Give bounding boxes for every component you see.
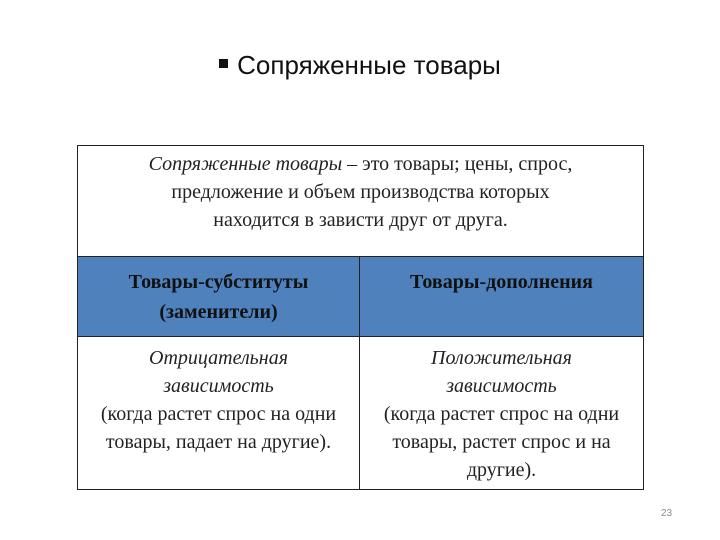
slide-title	[0, 50, 720, 81]
dependency-row	[78, 337, 643, 489]
complements-cell	[360, 337, 643, 489]
complements-dependency-line-1: Положительная	[431, 347, 572, 369]
definition-line-2: предложение и объем производства которых	[171, 181, 550, 203]
complements-dependency-line-2: зависимость	[446, 375, 557, 397]
header-complements: Товары-дополнения	[409, 271, 593, 293]
concept-table	[77, 145, 644, 490]
substitutes-dependency-line-1: Отрицательная	[149, 347, 288, 369]
header-row	[78, 257, 643, 337]
substitutes-cell	[78, 337, 360, 489]
substitutes-explanation: (когда растет спрос на одни товары, падает на другие).	[100, 403, 337, 453]
definition-cell	[78, 146, 643, 257]
square-bullet-icon	[219, 59, 228, 68]
substitutes-dependency-line-2: зависимость	[163, 375, 274, 397]
definition-line-1-text: – это товары; цены, спрос,	[342, 153, 573, 175]
definition-line-3: находится в зависти друг от друга.	[213, 209, 508, 231]
definition-term: Сопряженные товары	[148, 153, 343, 175]
header-substitutes: Товары-субституты (заменители)	[78, 257, 360, 336]
complements-explanation: (когда растет спрос на одни товары, растет спрос и на другие).	[383, 403, 620, 481]
page-number: 23	[661, 508, 673, 519]
definition-line-1	[78, 150, 643, 178]
slide-title-text: Сопряженные товары	[237, 50, 501, 80]
